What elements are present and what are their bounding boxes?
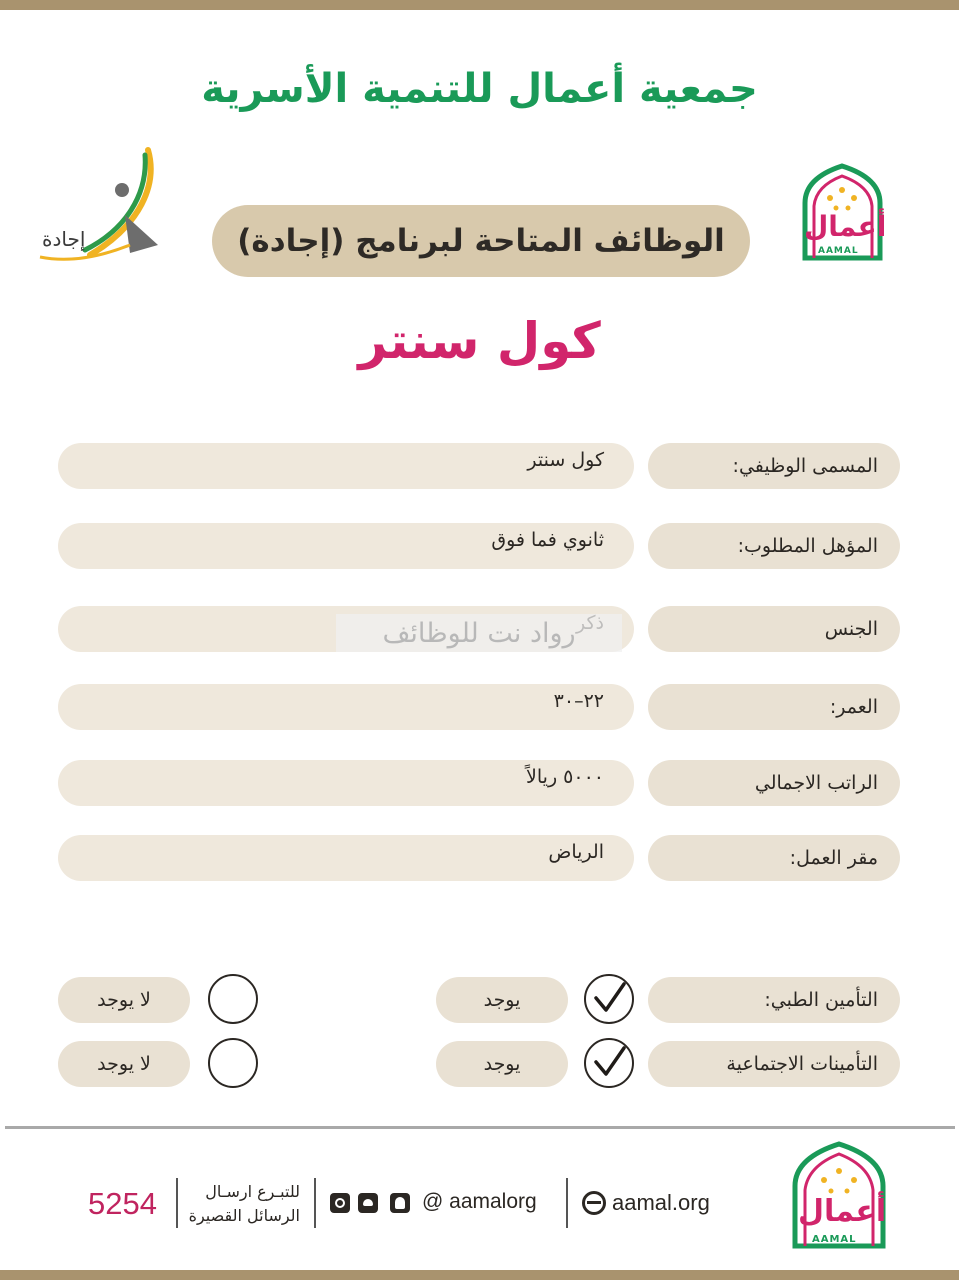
- aamal-logo-latin: AAMAL: [818, 246, 859, 256]
- footer-separator: [314, 1178, 316, 1228]
- aamal-footer-logo-latin: AAMAL: [812, 1234, 857, 1245]
- snapchat-icon[interactable]: [390, 1193, 410, 1213]
- social-insurance-yes-checkbox[interactable]: [584, 1038, 634, 1088]
- field-label-salary: الراتب الاجمالي: [648, 760, 900, 806]
- field-value-work-location: الرياض: [58, 835, 634, 881]
- top-border-bar: [0, 0, 959, 10]
- instagram-icon[interactable]: [330, 1193, 350, 1213]
- field-label-qualification: المؤهل المطلوب:: [648, 523, 900, 569]
- ijada-logo-text: إجادة: [42, 227, 86, 251]
- medical-yes-checkbox[interactable]: [584, 974, 634, 1024]
- field-label-job-title: المسمى الوظيفي:: [648, 443, 900, 489]
- job-title-heading: كول سنتر: [358, 312, 601, 370]
- social-insurance-no-label: لا يوجد: [58, 1041, 190, 1087]
- check-icon: [592, 980, 628, 1016]
- social-insurance-no-checkbox[interactable]: [208, 1038, 258, 1088]
- sms-label-line-1: للتبـرع ارسـال: [205, 1182, 300, 1201]
- watermark-text: رواد نت للوظائف: [336, 614, 622, 652]
- field-label-work-location: مقر العمل:: [648, 835, 900, 881]
- benefit-label-social-insurance: التأمينات الاجتماعية: [648, 1041, 900, 1087]
- medical-yes-label: يوجد: [436, 977, 568, 1023]
- footer-divider: [5, 1126, 955, 1129]
- field-value-salary: ٥٠٠٠ ريالاً: [58, 760, 634, 806]
- aamal-footer-logo-icon: [780, 1138, 898, 1250]
- sms-label-line-2: الرسائل القصيرة: [188, 1206, 300, 1225]
- aamal-footer-logo-text: أعمال: [798, 1194, 887, 1229]
- social-handle[interactable]: @ aamalorg: [422, 1190, 537, 1213]
- aamal-logo-icon: [790, 158, 895, 263]
- sms-number: 5254: [88, 1186, 157, 1221]
- medical-no-checkbox[interactable]: [208, 974, 258, 1024]
- program-header-pill: الوظائف المتاحة لبرنامج (إجادة): [212, 205, 750, 277]
- website-url: aamal.org: [612, 1190, 710, 1215]
- organization-title: جمعية أعمال للتنمية الأسرية: [201, 66, 758, 112]
- field-label-age: العمر:: [648, 684, 900, 730]
- footer-separator: [176, 1178, 178, 1228]
- website-link[interactable]: [582, 1190, 710, 1216]
- ijada-logo-icon: [30, 145, 170, 270]
- field-label-gender: الجنس: [648, 606, 900, 652]
- field-value-job-title: كول سنتر: [58, 443, 634, 489]
- bottom-border-bar: [0, 1270, 959, 1280]
- check-icon: [592, 1044, 628, 1080]
- twitter-icon[interactable]: [358, 1193, 378, 1213]
- benefit-label-medical: التأمين الطبي:: [648, 977, 900, 1023]
- sms-donation-label: [182, 1180, 300, 1228]
- field-value-qualification: ثانوي فما فوق: [58, 523, 634, 569]
- field-value-age: ٢٢–٣٠: [58, 684, 634, 730]
- aamal-logo-text: أعمال: [804, 210, 887, 243]
- medical-no-label: لا يوجد: [58, 977, 190, 1023]
- social-insurance-yes-label: يوجد: [436, 1041, 568, 1087]
- ie-icon: [582, 1191, 606, 1215]
- footer-separator: [566, 1178, 568, 1228]
